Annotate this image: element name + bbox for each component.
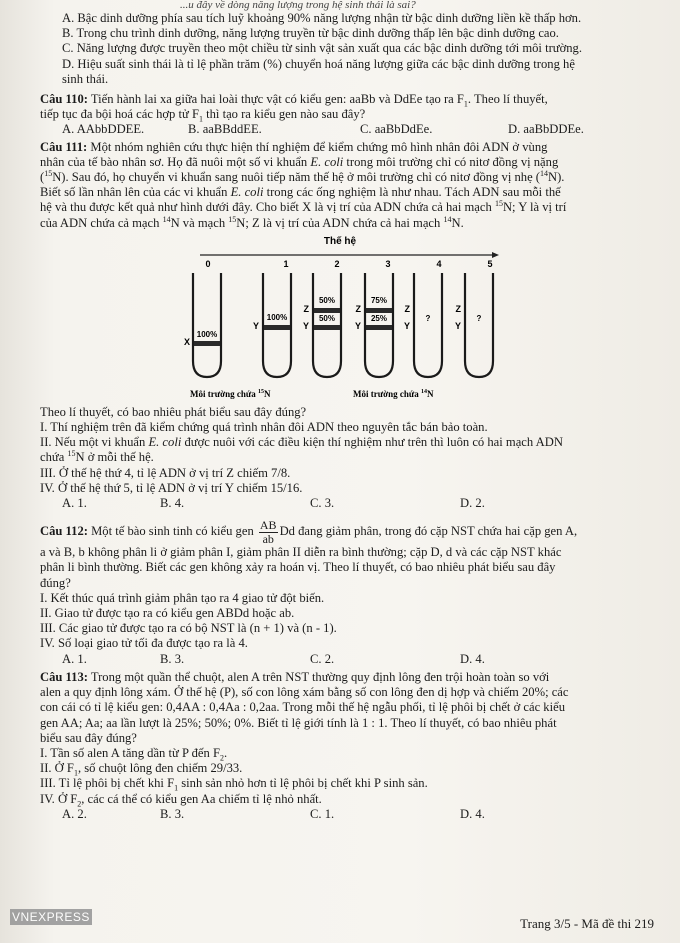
dna-band-y (366, 325, 392, 330)
answer-options (40, 496, 654, 511)
label-z: Z (404, 303, 410, 314)
question-text: Một tế bào sinh tinh có kiểu gen (91, 524, 257, 539)
figure-svg (40, 233, 654, 401)
answer-d: D. 4. (460, 806, 485, 821)
question-label: Câu 112: (40, 524, 88, 539)
statement-3: III. Tỉ lệ phôi bị chết khi $F_1$ sinh sản nhỏ hơn tỉ lệ phôi bị chết khi P sinh sản. (40, 776, 428, 792)
question-text-cont: alen a quy định lông xám. Ở thế hệ (P), số con lông xám bằng số con lông đen dị hợp và chiếm 20%; các (40, 685, 569, 700)
caption-n14: Môi trường chứa $^{14}$N (353, 388, 434, 399)
gen-label-0: 0 (205, 258, 211, 269)
question-text: Trong một quần thể chuột, alen A trên NST thường quy định lông đen trội hoàn toàn so với (90, 669, 550, 684)
question-text-cont: Biết số lần nhân lên của các vi khuẩn E. coli trong các ống nghiệm là như nhau. Tách ADN sau mỗi thế (40, 185, 561, 200)
statement-4: IV. Ở $F_2$, các cá thể có kiểu gen Aa chiếm tỉ lệ nhỏ nhất. (40, 791, 322, 807)
question-text-cont: Dd đang giảm phân, trong đó cặp NST chứa hai cặp gen A, (279, 524, 578, 539)
answer-d: D. aaBbDDEe. (508, 122, 584, 137)
question-text-cont: đúng? (40, 575, 71, 590)
percent-label: 100% (196, 329, 218, 339)
percent-label: 50% (318, 313, 336, 323)
option-d: D. Hiệu suất sinh thái là tỉ lệ phần trăm (%) chuyển hoá năng lượng giữa các bậc dinh dưỡng trong hệ (62, 56, 575, 71)
label-y: Y (454, 320, 461, 331)
question-text: Tiến hành lai xa giữa hai loài thực vật có kiểu gen: aaBb và DdEe tạo ra $F_1$. Theo lí thuyết, (90, 92, 548, 108)
answer-a: A. 1. (62, 651, 87, 666)
statement-1: I. Tần số alen A tăng dần từ P đến $F_2$. (40, 745, 228, 762)
answer-options (40, 122, 654, 137)
unknown-label: ? (476, 313, 482, 323)
question-text-cont: của ADN chứa cả mạch $^{14}$N và mạch $^{15}$N; Z là vị trí của ADN chứa cả hai mạch $^{14}$N. (40, 215, 464, 230)
option-d-cont: sinh thái. (62, 71, 109, 86)
vnexpress-logo: VNEXPRESS (12, 909, 90, 924)
question-text-cont: tiếp tục đa bội hoá các hợp tử $F_1$ thì tạo ra kiểu gen nào sau đây? (40, 107, 366, 123)
answer-c: C. 3. (310, 496, 335, 511)
dna-band-y (314, 325, 340, 330)
label-y: Y (252, 320, 259, 331)
statement-4: IV. Số loại giao tử tối đa được tạo ra là 4. (40, 636, 248, 651)
answer-b: B. 3. (160, 651, 185, 666)
statement-3: III. Các giao tử được tạo ra có bộ NST là (n + 1) và (n - 1). (40, 621, 337, 636)
gen-label-5: 5 (487, 258, 493, 269)
unknown-label: ? (425, 313, 431, 323)
question-text-cont: biểu sau đây đúng? (40, 730, 137, 745)
statement-3: III. Ở thế hệ thứ 4, tỉ lệ ADN ở vị trí Z chiếm 7/8. (40, 465, 291, 480)
answer-a: A. 2. (62, 806, 87, 821)
genotype-fraction: $\frac{AB}{ab}$ (259, 517, 277, 546)
page-number: Trang 3/5 - Mã đề thi 219 (520, 915, 654, 931)
test-tube-4 (414, 273, 442, 377)
question-text-cont: phân li bình thường. Biết các gen không xảy ra hoán vị. Theo lí thuyết, có bao nhiêu phát biểu sau đây (40, 560, 556, 575)
answer-d: D. 2. (460, 496, 485, 511)
question-label: Câu 113: (40, 669, 88, 684)
answer-b: B. 3. (160, 806, 185, 821)
answer-a: A. AAbbDDEE. (62, 122, 145, 137)
label-x: X (183, 336, 190, 347)
gen-label-2: 2 (334, 258, 340, 269)
gen-label-1: 1 (283, 258, 289, 269)
percent-label: 50% (318, 295, 336, 305)
cut-off-line: ...u đây về dòng năng lượng trong hệ sinh thái là sai? (180, 0, 416, 11)
question-text-cont: gen AA; Aa; aa lần lượt là 25%; 50%; 0%. Biết tỉ lệ giới tính là 1 : 1. Theo lí thuyết, có bao nhiêu phát (40, 715, 557, 730)
question-text-cont: hệ và thu được kết quả như hình dưới đây. Cho biết X là vị trí của ADN chứa cả hai mạch $^{15}$N; Y là vị trí (40, 200, 567, 215)
option-b: B. Trong chu trình dinh dưỡng, năng lượng truyền từ bậc dinh dưỡng thấp lên bậc dinh dưỡng cao. (62, 26, 559, 41)
label-y: Y (302, 320, 309, 331)
question-text-cont: con cái có tỉ lệ kiểu gen: 0,4AA : 0,4Aa : 0,2aa. Trong mỗi thế hệ ngẫu phối, tỉ lệ phôi bị chết ở các kiểu (40, 700, 565, 715)
answer-options (40, 652, 654, 667)
statement-1: I. Thí nghiệm trên đã kiểm chứng quá trình nhân đôi ADN theo nguyên tắc bán bảo toàn. (40, 420, 488, 435)
previous-question-block (40, 0, 654, 87)
answer-c: C. 2. (310, 651, 335, 666)
test-tube-figure (40, 233, 654, 401)
question-112 (40, 517, 654, 667)
caption-n15: Môi trường chứa $^{15}$N (190, 388, 271, 399)
percent-label: 100% (266, 312, 288, 322)
answer-a: A. 1. (62, 496, 87, 511)
option-c: C. Năng lượng được truyền theo một chiều từ sinh vật sản xuất qua các bậc dinh dưỡng tới môi trường. (62, 41, 583, 56)
question-ask: Theo lí thuyết, có bao nhiêu phát biểu sau đây đúng? (40, 404, 307, 419)
question-text-cont: ($^{15}$N). Sau đó, họ chuyển vi khuẩn sang nuôi tiếp năm thế hệ ở môi trường chỉ có nitơ đồng vị nhẹ ($^{14}$N). (40, 170, 565, 185)
question-text: Một nhóm nghiên cứu thực hiện thí nghiệm để kiểm chứng mô hình nhân đôi ADN ở vùng (90, 139, 548, 154)
page-footer (0, 903, 680, 943)
statement-2: II. Giao tử được tạo ra có kiểu gen ABDd hoặc ab. (40, 606, 295, 621)
question-110 (40, 92, 654, 138)
label-z: Z (455, 303, 461, 314)
answer-c: C. 1. (310, 806, 335, 821)
answer-c: C. aaBbDdEe. (360, 122, 433, 137)
answer-options (40, 807, 654, 822)
question-text-cont: a và B, b không phân li ở giảm phân I, giảm phân II diễn ra bình thường; cặp D, d và các cặp NST khác (40, 545, 562, 560)
label-z: Z (303, 303, 309, 314)
dna-band-x (194, 341, 220, 346)
question-113 (40, 670, 654, 822)
question-label: Câu 110: (40, 92, 88, 107)
question-text-cont: nhân của tế bào nhân sơ. Họ đã nuôi một số vi khuẩn E. coli trong môi trường chỉ có nitơ đồng vị nặng (40, 154, 559, 169)
dna-band-z (366, 308, 392, 313)
gen-label-3: 3 (385, 258, 391, 269)
figure-title: Thế hệ (323, 235, 357, 247)
gen-label-4: 4 (436, 258, 442, 269)
statement-2-cont: chứa $^{15}$N ở mỗi thế hệ. (40, 450, 154, 465)
statement-4: IV. Ở thế hệ thứ 5, tỉ lệ ADN ở vị trí Y chiếm 15/16. (40, 480, 303, 495)
label-y: Y (354, 320, 361, 331)
dna-band-z (314, 308, 340, 313)
statement-2: II. Ở $F_1$, số chuột lông đen chiếm 29/33. (40, 761, 243, 777)
answer-d: D. 4. (460, 651, 485, 666)
answer-b: B. 4. (160, 496, 185, 511)
label-y: Y (403, 320, 410, 331)
percent-label: 25% (370, 313, 388, 323)
statement-2: II. Nếu một vi khuẩn E. coli được nuôi với các điều kiện thí nghiệm như trên thì luôn có hai mạch ADN (40, 435, 563, 450)
statement-1: I. Kết thúc quá trình giảm phân tạo ra 4 giao tử đột biến. (40, 590, 325, 605)
answer-b: B. aaBBddEE. (188, 122, 262, 137)
question-111 (40, 140, 654, 512)
test-tube-0 (193, 273, 221, 377)
percent-label: 75% (370, 295, 388, 305)
dna-band-y (264, 325, 290, 330)
question-label: Câu 111: (40, 139, 88, 154)
label-z: Z (355, 303, 361, 314)
test-tube-5 (465, 273, 493, 377)
arrow-head-icon (492, 252, 499, 258)
option-a: A. Bậc dinh dưỡng phía sau tích luỹ khoảng 90% năng lượng nhận từ bậc dinh dưỡng liền kề thấp hơn. (62, 11, 582, 25)
